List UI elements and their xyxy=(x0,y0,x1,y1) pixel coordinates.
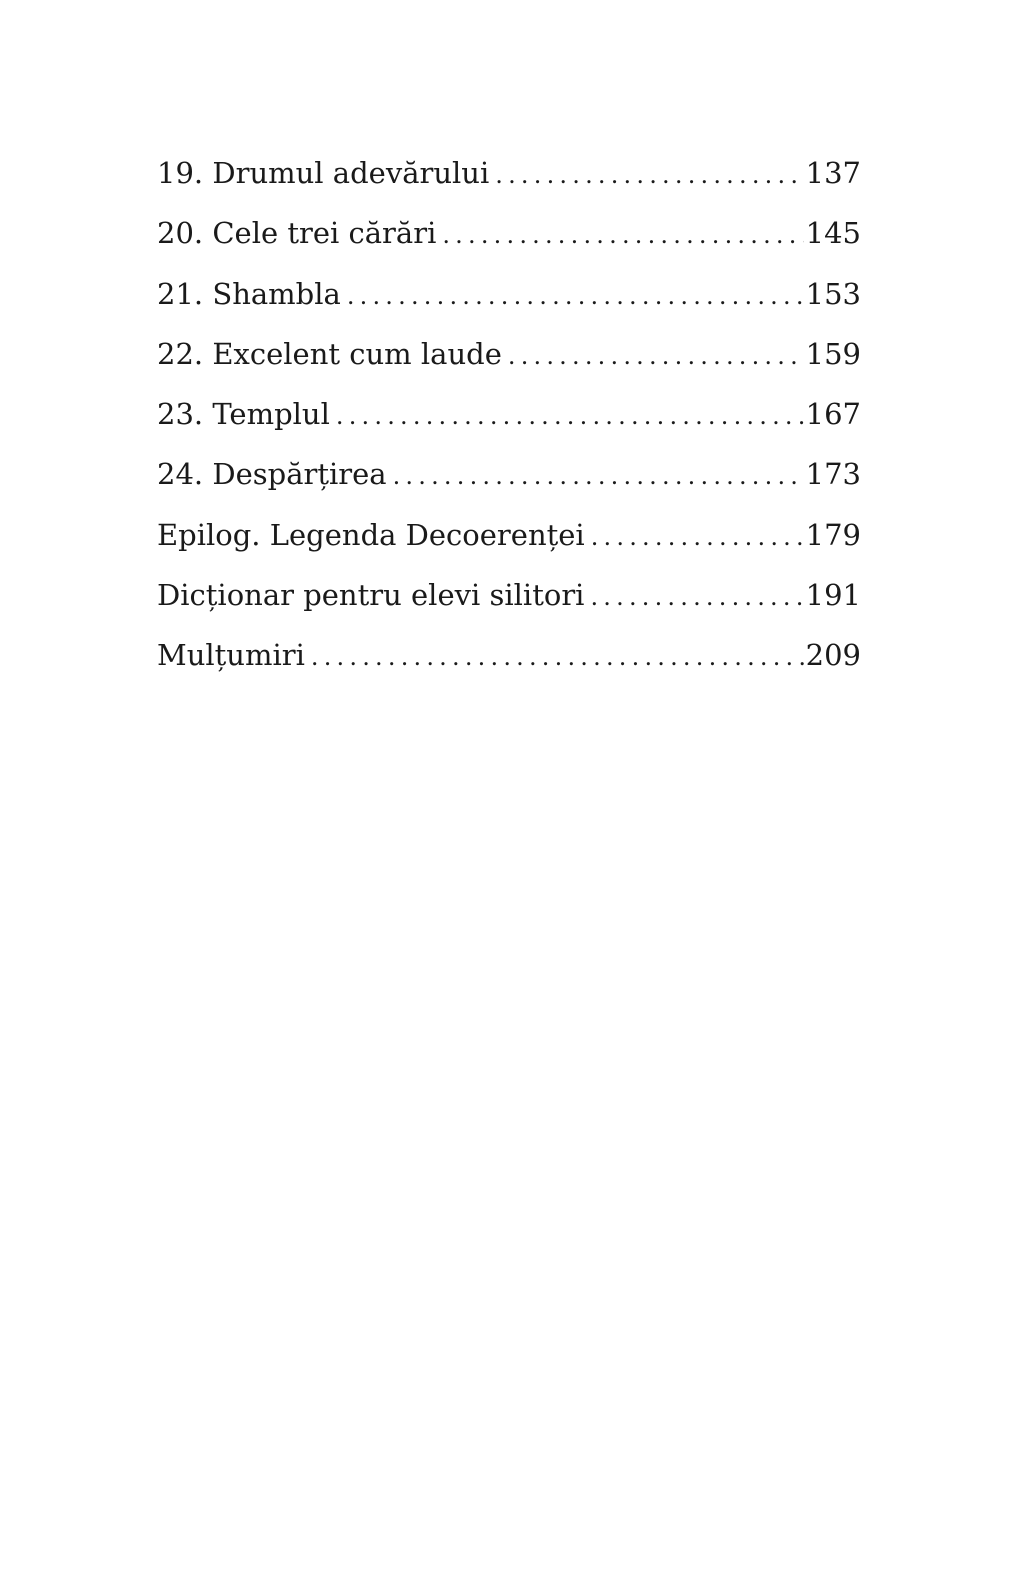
toc-entry-23 xyxy=(157,384,861,444)
toc-entry-title: 24. Despărțirea xyxy=(157,457,387,492)
toc-entry-acknowledgements xyxy=(157,625,861,685)
toc-entry-page: 159 xyxy=(805,336,861,371)
toc-entry-title: 21. Shambla xyxy=(157,276,341,311)
dot-leader xyxy=(590,567,803,627)
toc-entry-page: 137 xyxy=(805,156,861,190)
table-of-contents xyxy=(157,143,861,686)
dot-leader xyxy=(393,446,804,506)
toc-entry-page: 145 xyxy=(805,216,861,251)
dot-leader xyxy=(591,507,804,567)
toc-entry-epilog xyxy=(157,505,861,565)
toc-entry-page: 191 xyxy=(805,578,861,613)
toc-entry-22 xyxy=(157,324,861,384)
toc-entry-24 xyxy=(157,444,861,504)
dot-leader xyxy=(508,326,804,386)
toc-entry-21 xyxy=(157,264,861,324)
dot-leader xyxy=(347,266,804,326)
toc-entry-page: 167 xyxy=(805,397,861,432)
toc-entry-dictionary xyxy=(157,565,861,625)
toc-entry-19 xyxy=(157,143,861,203)
dot-leader xyxy=(311,627,804,687)
toc-entry-title: 19. Drumul adevărului xyxy=(157,156,490,190)
toc-entry-title: Dicționar pentru elevi silitori xyxy=(157,578,585,613)
toc-entry-page: 209 xyxy=(805,638,861,673)
dot-leader xyxy=(336,386,804,446)
toc-entry-20 xyxy=(157,203,861,263)
toc-entry-title: 23. Templul xyxy=(157,397,330,432)
toc-entry-page: 173 xyxy=(805,457,861,492)
toc-entry-title: Epilog. Legenda Decoerenței xyxy=(157,517,585,552)
toc-entry-title: 20. Cele trei cărări xyxy=(157,216,437,251)
toc-entry-title: 22. Excelent cum laude xyxy=(157,336,502,371)
toc-entry-page: 153 xyxy=(805,276,861,311)
toc-entry-title: Mulțumiri xyxy=(157,638,305,673)
dot-leader xyxy=(442,205,803,265)
dot-leader xyxy=(495,145,803,205)
toc-entry-page: 179 xyxy=(805,517,861,552)
